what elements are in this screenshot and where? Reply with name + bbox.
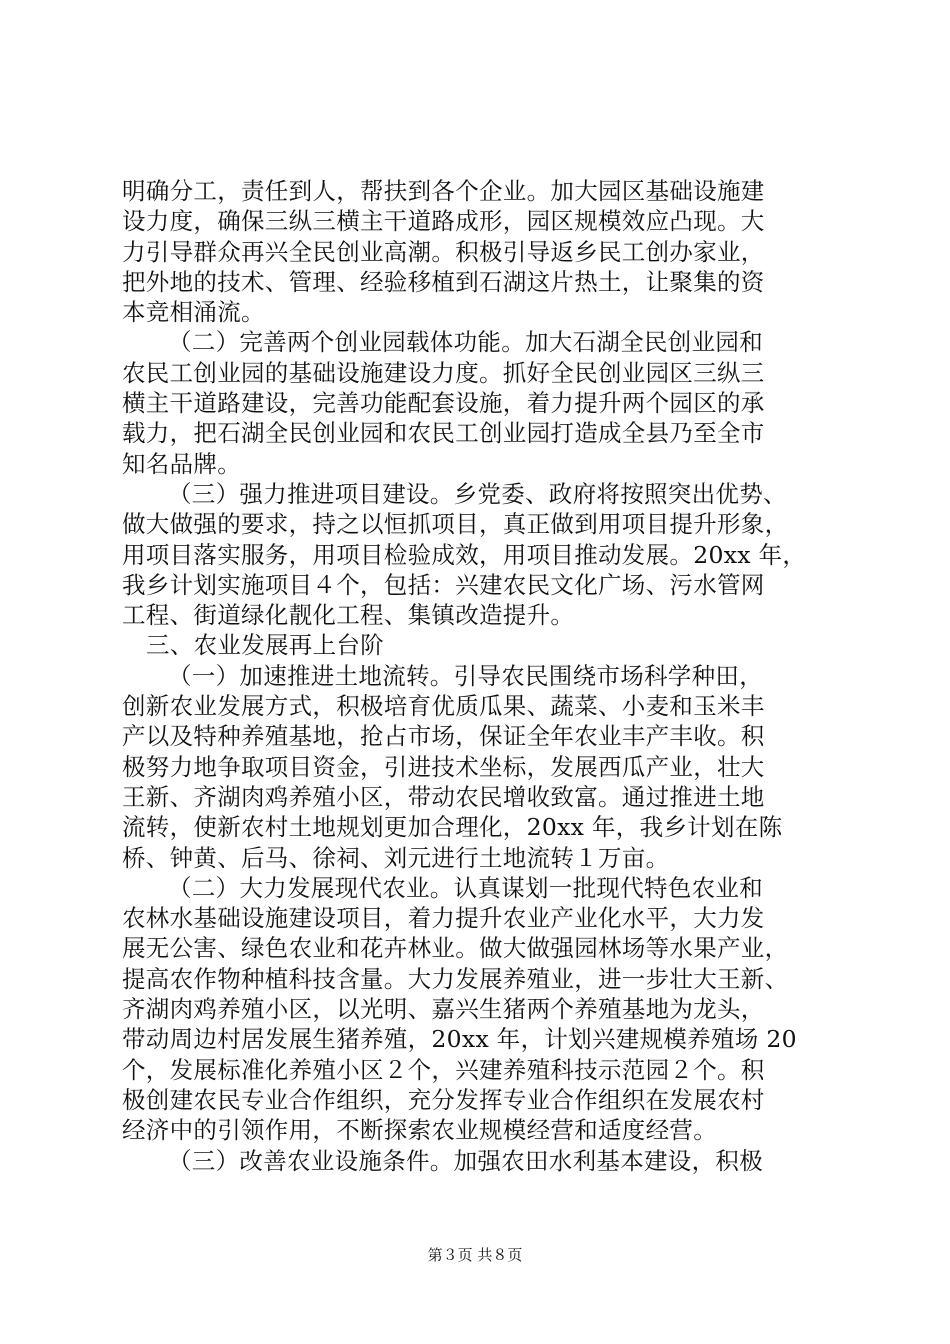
text-line: 经济中的引领作用，不断探索农业规模经营和适度经营。 xyxy=(122,1116,717,1145)
paragraph-first-line: （二）完善两个创业园载体功能。加大石湖全民创业园和 xyxy=(168,328,763,357)
paragraph-first-line: （三）改善农业设施条件。加强农田水利基本建设，积极 xyxy=(168,1146,763,1175)
text-line: 带动周边村居发展生猪养殖，20xx 年，计划兴建规模养殖场 20 xyxy=(122,1025,797,1054)
text-line: 用项目落实服务，用项目检验成效，用项目推动发展。20xx 年， xyxy=(122,540,807,569)
text-line: 工程、街道绿化靓化工程、集镇改造提升。 xyxy=(122,601,575,630)
text-line: 载力，把石湖全民创业园和农民工创业园打造成全县乃至全市 xyxy=(122,419,765,448)
paragraph-first-line: （一）加速推进土地流转。引导农民围绕市场科学种田， xyxy=(168,661,763,690)
text-line: 农林水基础设施建设项目，着力提升农业产业化水平，大力发 xyxy=(122,904,765,933)
text-line: 力引导群众再兴全民创业高潮。积极引导返乡民工创办家业， xyxy=(122,237,765,266)
text-line: 个，发展标准化养殖小区２个，兴建养殖科技示范园２个。积 xyxy=(122,1055,765,1084)
text-line: 齐湖肉鸡养殖小区，以光明、嘉兴生猪两个养殖基地为龙头， xyxy=(122,995,765,1024)
paragraph-first-line: （三）强力推进项目建设。乡党委、政府将按照突出优势、 xyxy=(168,479,787,508)
text-line: 产以及特种养殖基地，抢占市场，保证全年农业丰产丰收。积 xyxy=(122,722,765,751)
text-line: 桥、钟黄、后马、徐祠、刘元进行土地流转１万亩。 xyxy=(122,843,670,872)
text-line: 创新农业发展方式，积极培育优质瓜果、蔬菜、小麦和玉米丰 xyxy=(122,692,765,721)
text-line: 横主干道路建设，完善功能配套设施，着力提升两个园区的承 xyxy=(122,389,765,418)
text-line: 把外地的技术、管理、经验移植到石湖这片热土，让聚集的资 xyxy=(122,267,765,296)
text-line: 农民工创业园的基础设施建设力度。抓好全民创业园区三纵三 xyxy=(122,358,765,387)
text-line: 本竞相涌流。 xyxy=(122,298,265,327)
section-heading: 三、农业发展再上台阶 xyxy=(146,631,384,660)
text-line: 展无公害、绿色农业和花卉林业。做大做强园林场等水果产业， xyxy=(122,934,789,963)
text-line: 我乡计划实施项目４个，包括：兴建农民文化广场、污水管网 xyxy=(122,570,765,599)
page-number-label: 第３页 共８页 xyxy=(427,1246,523,1264)
text-line: 做大做强的要求，持之以恒抓项目，真正做到用项目提升形象， xyxy=(122,510,789,539)
text-line: 设力度，确保三纵三横主干道路成形，园区规模效应凸现。大 xyxy=(122,207,765,236)
document-body xyxy=(122,176,842,1176)
text-line: 知名品牌。 xyxy=(122,449,241,478)
page-footer xyxy=(0,1245,950,1265)
paragraph-first-line: （二）大力发展现代农业。认真谋划一批现代特色农业和 xyxy=(168,873,763,902)
text-line: 极创建农民专业合作组织，充分发挥专业合作组织在发展农村 xyxy=(122,1085,765,1114)
text-line: 王新、齐湖肉鸡养殖小区，带动农民增收致富。通过推进土地 xyxy=(122,782,765,811)
text-line: 明确分工，责任到人，帮扶到各个企业。加大园区基础设施建 xyxy=(122,177,765,205)
text-line: 极努力地争取项目资金，引进技术坐标，发展西瓜产业，壮大 xyxy=(122,752,765,781)
text-line: 流转，使新农村土地规划更加合理化，20xx 年，我乡计划在陈 xyxy=(122,813,783,842)
text-line: 提高农作物种植科技含量。大力发展养殖业，进一步壮大王新、 xyxy=(122,964,789,993)
